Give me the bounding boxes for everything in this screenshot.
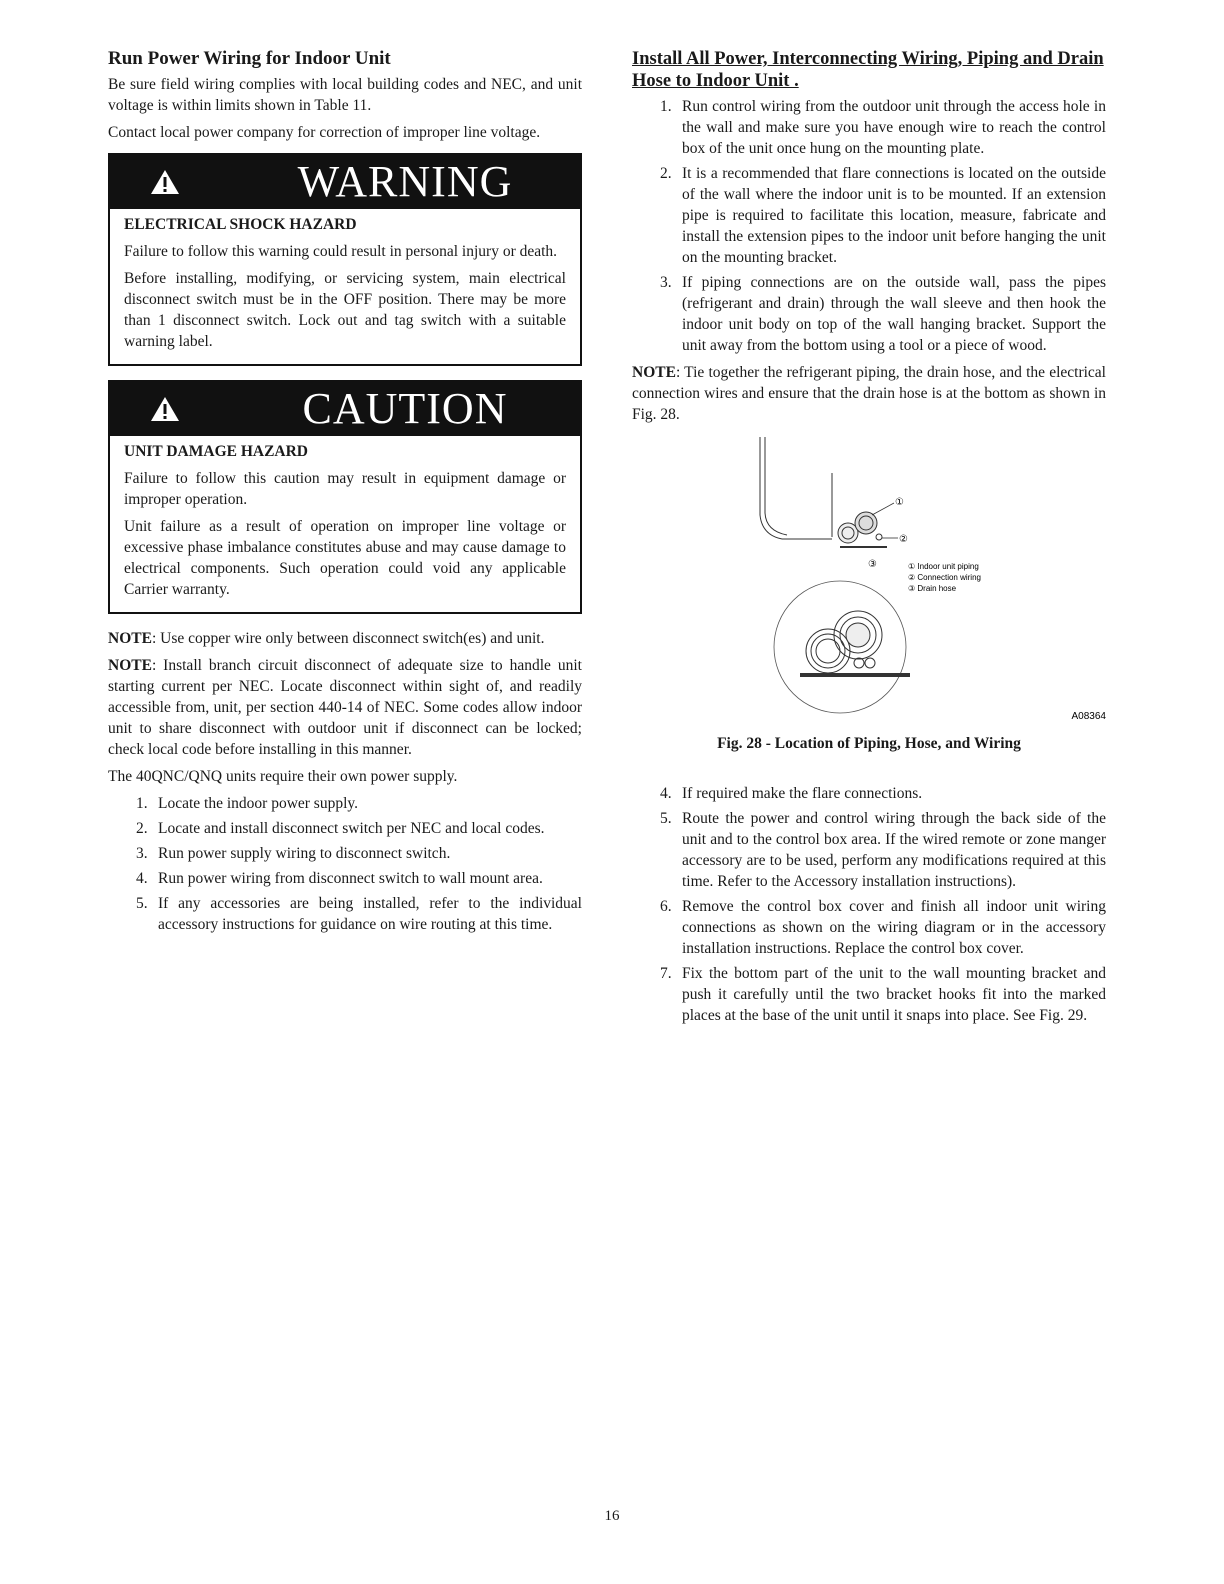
note-label: NOTE	[108, 657, 152, 674]
legend-item: ① Indoor unit piping	[908, 562, 979, 571]
note-paragraph	[632, 362, 1106, 425]
warning-triangle-icon	[150, 169, 180, 195]
warning-box	[108, 153, 582, 366]
steps-list	[108, 793, 582, 935]
section-heading-install-power: Install All Power, Interconnecting Wiring, Piping and Drain Hose to Indoor Unit .	[632, 49, 1104, 91]
list-item: 5. If any accessories are being installed, refer to the individual accessory instructions for guidance on wire routing at this time.	[136, 895, 582, 933]
note-text: : Tie together the refrigerant piping, the drain hose, and the electrical connection wires and ensure that the drain hose is at the bottom as shown in Fig. 28.	[632, 364, 1106, 423]
callout-1: ①	[895, 497, 904, 508]
callout-2: ②	[899, 534, 908, 545]
page-number: 16	[604, 1508, 620, 1524]
section-heading-run-power-wiring: Run Power Wiring for Indoor Unit	[108, 48, 391, 69]
list-item: 3. If piping connections are on the outside wall, pass the pipes (refrigerant and drain) through the wall sleeve and then hook the indoor unit body on top of the wall hanging bracket. Support the unit away from the bottom using a tool or a piece of wood.	[660, 274, 1106, 354]
figure-caption: Fig. 28 - Location of Piping, Hose, and Wiring	[717, 735, 1021, 752]
paragraph: Unit failure as a result of operation on improper line voltage or excessive phase imbalance constitutes abuse and may cause damage to electrical components. Such operation could void any applicable Carrier warranty.	[124, 518, 566, 598]
figure-code: A08364	[1071, 711, 1106, 722]
steps-list	[632, 96, 1106, 356]
list-item: 6. Remove the control box cover and finish all indoor unit wiring connections as shown on the wiring diagram or in the accessory installation instructions. Replace the control box cover.	[660, 898, 1106, 957]
callout-3: ③	[868, 559, 877, 570]
legend-item: ② Connection wiring	[908, 573, 981, 582]
hazard-title: ELECTRICAL SHOCK HAZARD	[124, 216, 357, 233]
paragraph: Contact local power company for correction of improper line voltage.	[108, 124, 541, 141]
note-label: NOTE	[108, 630, 152, 647]
caution-word: CAUTION	[302, 384, 508, 433]
list-item: 4. Run power wiring from disconnect switch to wall mount area.	[136, 870, 543, 887]
right-column	[632, 48, 1106, 1032]
list-item: 1. Locate the indoor power supply.	[136, 795, 359, 812]
list-item: 3. Run power supply wiring to disconnect switch.	[136, 845, 451, 862]
note-paragraph	[108, 628, 582, 649]
list-item: 5. Route the power and control wiring through the back side of the unit and to the control box area. If the wired remote or zone manger accessory are to be used, perform any modifications required at this time. Refer to the Accessory installation instructions).	[660, 810, 1106, 890]
list-item: 4. If required make the flare connections.	[660, 785, 923, 802]
steps-list	[632, 783, 1106, 1026]
figure-28	[632, 435, 1106, 735]
list-item: 2. It is a recommended that flare connections is located on the outside of the wall where the indoor unit is to be mounted. If an extension pipe is required to facilitate this location, measure, fabricate and install the extension pipes to the indoor unit before hanging the unit on the mounting bracket.	[660, 165, 1106, 266]
list-item: 2. Locate and install disconnect switch per NEC and local codes.	[136, 820, 545, 837]
note-label: NOTE	[632, 364, 676, 381]
piping-diagram	[632, 435, 1106, 735]
left-column	[108, 48, 582, 941]
paragraph: Before installing, modifying, or servicing system, main electrical disconnect switch must be in the OFF position. There may be more than 1 disconnect switch. Lock out and tag switch with a suitable warning label.	[124, 270, 566, 350]
caution-triangle-icon	[150, 396, 180, 422]
list-item: 7. Fix the bottom part of the unit to the wall mounting bracket and push it carefully until the two bracket hooks fit into the marked places at the base of the unit until it snaps into place. See Fig. 29.	[660, 965, 1106, 1024]
paragraph: Be sure field wiring complies with local building codes and NEC, and unit voltage is within limits shown in Table 11.	[108, 76, 582, 114]
warning-header	[110, 155, 580, 209]
paragraph: The 40QNC/QNQ units require their own power supply.	[108, 768, 458, 785]
caution-box	[108, 380, 582, 614]
note-paragraph	[108, 655, 582, 760]
note-text: : Install branch circuit disconnect of adequate size to handle unit starting current per NEC. Locate disconnect within sight of, and readily accessible from, unit, per section 440-14 of NEC. Some codes allow indoor unit to share disconnect with outdoor unit if disconnect can be locked; check local code before installing in this manner.	[108, 657, 582, 758]
paragraph: Failure to follow this warning could result in personal injury or death.	[124, 243, 558, 260]
list-item: 1. Run control wiring from the outdoor unit through the access hole in the wall and make sure you have enough wire to reach the control box of the unit once hung on the mounting plate.	[660, 98, 1106, 157]
note-text: : Use copper wire only between disconnect switch(es) and unit.	[151, 630, 545, 647]
legend-item: ③ Drain hose	[908, 584, 957, 593]
hazard-title: UNIT DAMAGE HAZARD	[124, 443, 309, 460]
warning-word: WARNING	[297, 157, 513, 206]
paragraph: Failure to follow this caution may result in equipment damage or improper operation.	[124, 470, 566, 508]
caution-header	[110, 382, 580, 436]
